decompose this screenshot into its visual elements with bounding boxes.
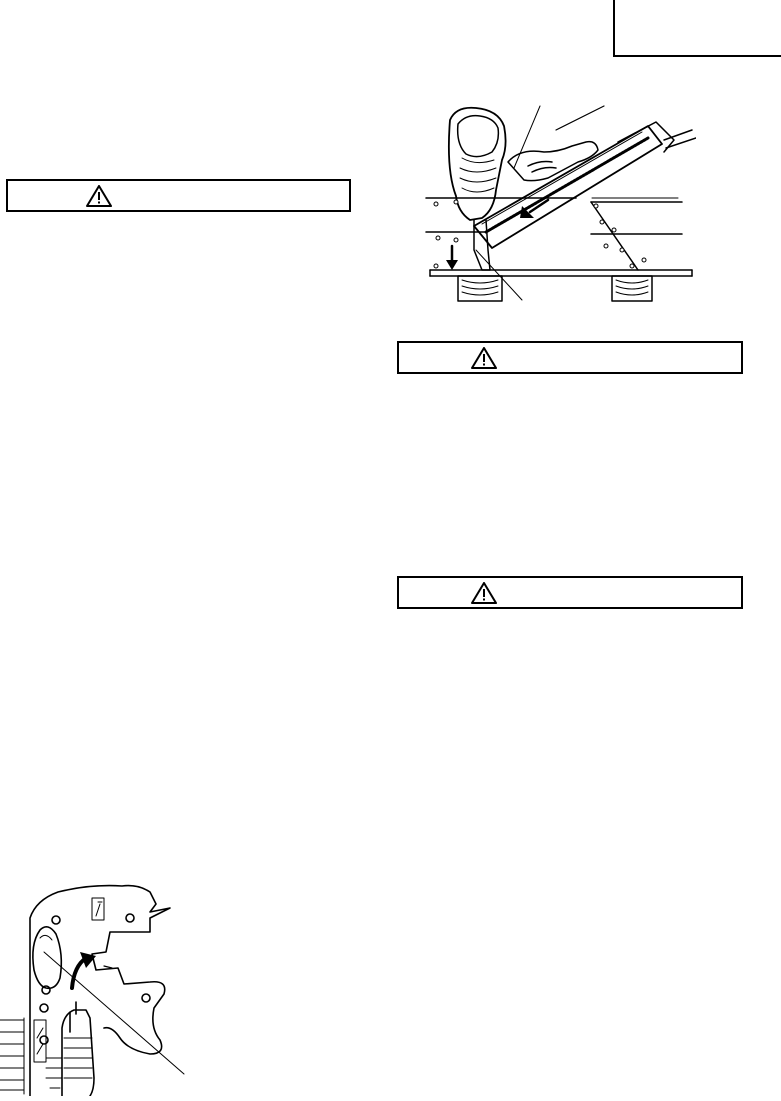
warning-box-2 [397,341,743,374]
warning-triangle-icon [86,185,112,207]
framing-nailer-icon [416,100,696,306]
page-number-tab [613,0,781,57]
trigger-switch-icon [0,878,190,1096]
warning-box-3 [397,576,743,609]
warning-triangle-icon [471,347,497,369]
warning-box-1 [6,179,351,212]
nailer-illustration [416,100,696,306]
warning-triangle-icon [471,582,497,604]
trigger-switch-illustration [0,878,190,1096]
